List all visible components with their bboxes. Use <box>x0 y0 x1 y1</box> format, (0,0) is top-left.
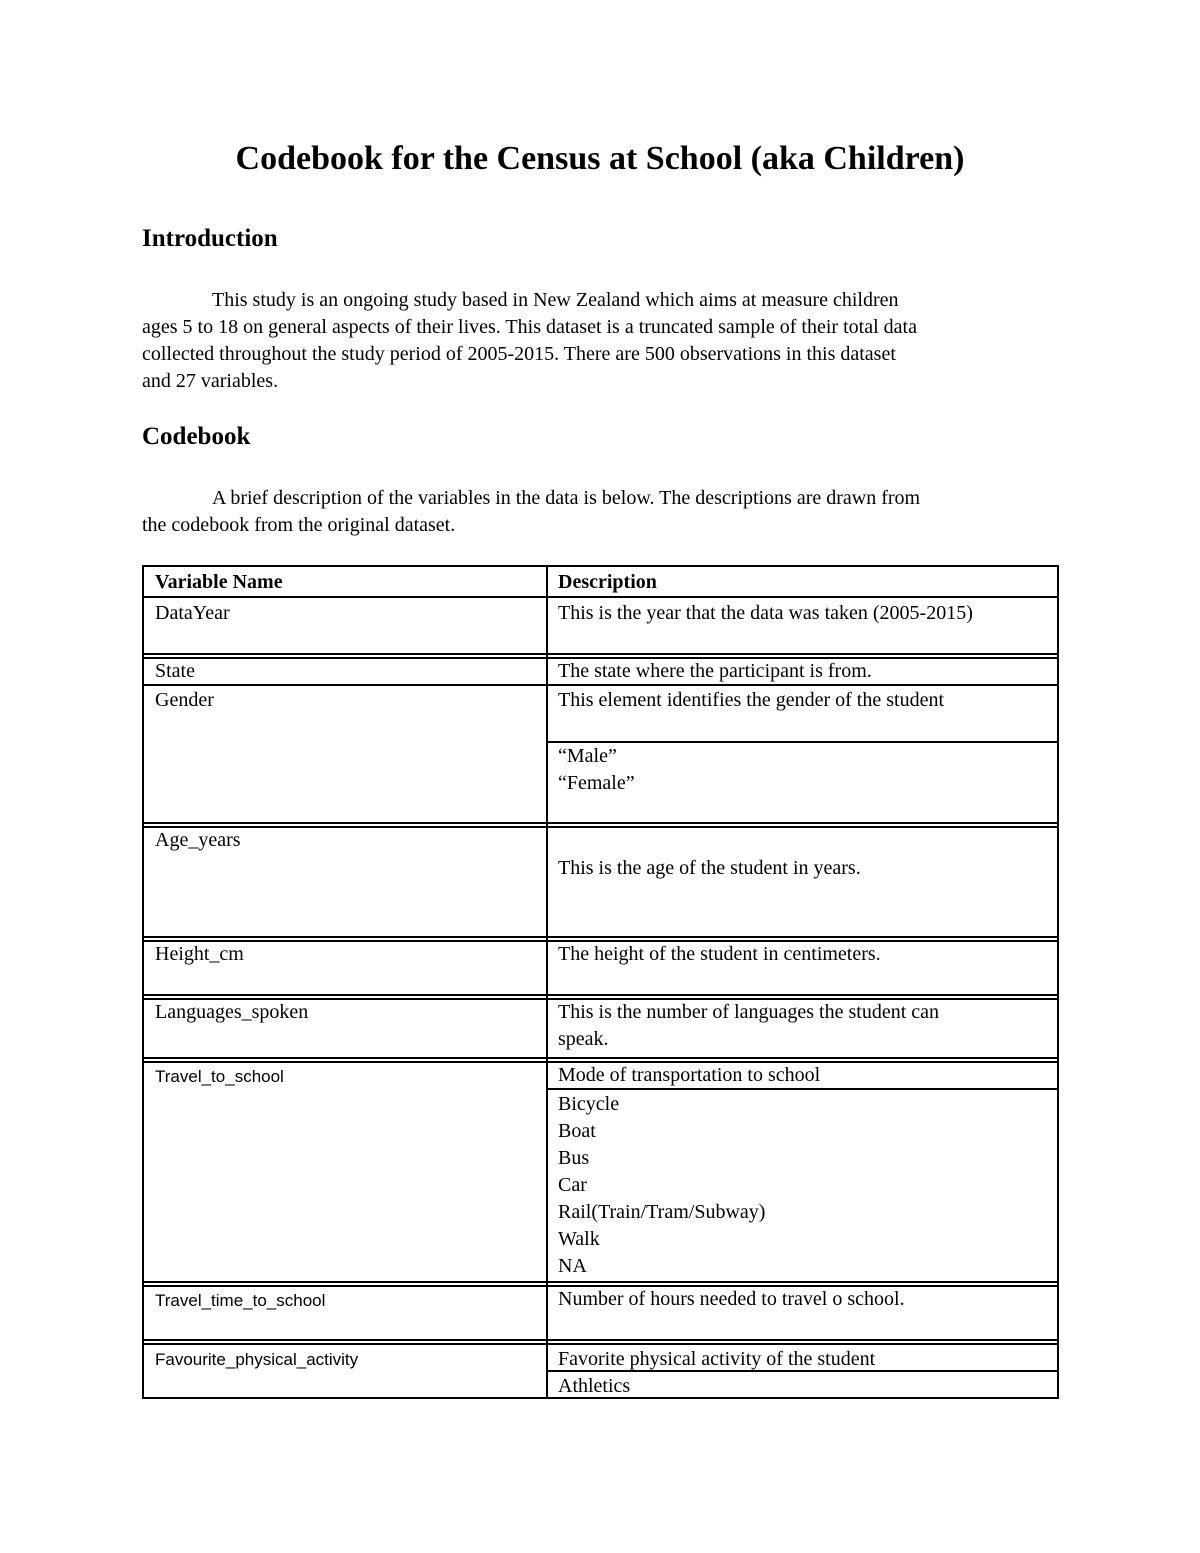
row-divider <box>144 826 1057 828</box>
codebook-line: the codebook from the original dataset. <box>142 514 456 536</box>
row-divider <box>144 653 1057 655</box>
row-divider <box>144 936 1057 938</box>
description-line: This is the number of languages the student can <box>558 1001 940 1023</box>
document-title: Codebook for the Census at School (aka Children) <box>235 140 965 177</box>
column-divider <box>546 567 548 1397</box>
travel-to-school-options <box>558 1091 765 1280</box>
variable-name-datayear: DataYear <box>155 602 230 624</box>
description-languages-spoken <box>558 999 939 1053</box>
description-favourite-physical-activity: Favorite physical activity of the student <box>558 1348 876 1370</box>
option-item: NA <box>558 1255 587 1277</box>
codebook-heading: Codebook <box>142 423 251 450</box>
variable-name-gender: Gender <box>155 689 214 711</box>
variable-name-favourite-physical-activity: Favourite_physical_activity <box>155 1350 359 1369</box>
codebook-line: A brief description of the variables in the data is below. The descriptions are drawn from <box>212 487 921 509</box>
option-item: Car <box>558 1174 587 1196</box>
option-item: Rail(Train/Tram/Subway) <box>558 1201 766 1223</box>
sub-row-divider <box>548 1370 1057 1372</box>
description-line: speak. <box>558 1028 609 1050</box>
codebook-table <box>142 565 1059 1399</box>
codebook-paragraph <box>142 485 1057 539</box>
description-age-years: This is the age of the student in years. <box>558 857 861 879</box>
option-item: Bus <box>558 1147 590 1169</box>
header-variable-name: Variable Name <box>155 571 283 593</box>
option-item: Boat <box>558 1120 596 1142</box>
option-item: “Male” <box>558 745 617 767</box>
option-item: Athletics <box>558 1375 631 1397</box>
variable-name-languages-spoken: Languages_spoken <box>155 1001 309 1023</box>
favourite-physical-activity-options <box>558 1373 630 1400</box>
description-gender: This element identifies the gender of the student <box>558 689 944 711</box>
gender-options <box>558 743 635 797</box>
row-divider <box>144 1057 1057 1059</box>
variable-name-age-years: Age_years <box>155 829 241 851</box>
introduction-line: ages 5 to 18 on general aspects of their lives. This dataset is a truncated sample of their total data <box>142 316 917 338</box>
variable-name-travel-to-school: Travel_to_school <box>155 1067 284 1086</box>
introduction-line: collected throughout the study period of 2005-2015. There are 500 observations in this dataset <box>142 343 896 365</box>
option-item: Walk <box>558 1228 600 1250</box>
description-datayear: This is the year that the data was taken (2005-2015) <box>558 602 973 624</box>
row-divider <box>144 1343 1057 1345</box>
option-item: “Female” <box>558 772 635 794</box>
header-description: Description <box>558 571 657 593</box>
variable-name-height-cm: Height_cm <box>155 943 244 965</box>
introduction-line: and 27 variables. <box>142 370 279 392</box>
sub-row-divider <box>548 1088 1057 1090</box>
row-divider <box>144 596 1057 598</box>
description-state: The state where the participant is from. <box>558 660 872 682</box>
description-height-cm: The height of the student in centimeters. <box>558 943 881 965</box>
row-divider <box>144 822 1057 824</box>
row-divider <box>144 1339 1057 1341</box>
description-travel-to-school: Mode of transportation to school <box>558 1064 821 1086</box>
introduction-paragraph <box>142 287 1057 395</box>
variable-name-travel-time-to-school: Travel_time_to_school <box>155 1291 326 1310</box>
row-divider <box>144 684 1057 686</box>
introduction-heading: Introduction <box>142 225 278 252</box>
option-item: Bicycle <box>558 1093 620 1115</box>
row-divider <box>144 1281 1057 1283</box>
row-divider <box>144 994 1057 996</box>
description-travel-time-to-school: Number of hours needed to travel o school. <box>558 1288 905 1310</box>
introduction-line: This study is an ongoing study based in New Zealand which aims at measure children <box>212 289 899 311</box>
variable-name-state: State <box>155 660 195 682</box>
